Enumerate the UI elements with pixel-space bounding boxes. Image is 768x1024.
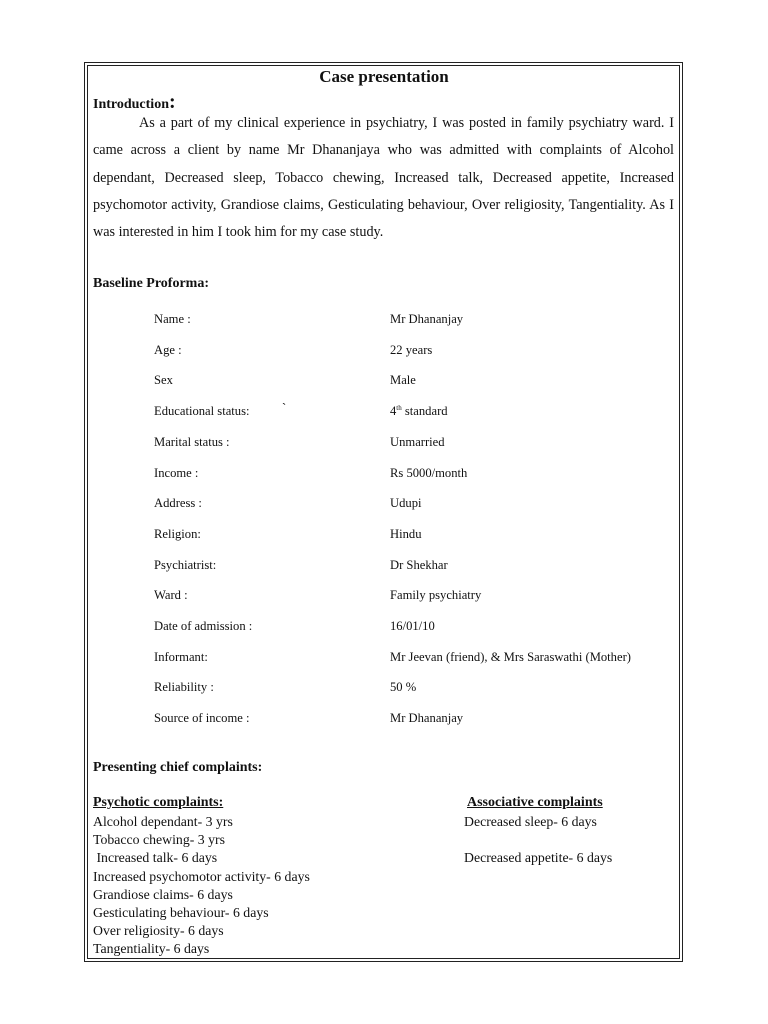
page-title: Case presentation: [319, 67, 449, 86]
proforma-label: Informant:: [154, 649, 208, 664]
proforma-label: Religion:: [154, 526, 201, 541]
proforma-label: Date of admission :: [154, 619, 253, 633]
associative-complaints-heading: Associative complaints: [467, 795, 603, 810]
proforma-value: Dr Shekhar: [390, 557, 448, 572]
proforma-label: Name :: [154, 312, 191, 326]
proforma-label: Psychiatrist:: [154, 557, 217, 572]
psychotic-complaint-item: Over religiosity- 6 days: [93, 923, 224, 939]
proforma-value: Udupi: [390, 496, 422, 511]
proforma-label: Sex: [154, 373, 173, 388]
proforma-value: Hindu: [390, 526, 422, 541]
proforma-row: [0, 496, 768, 516]
proforma-label: Age :: [154, 342, 182, 357]
proforma-value: Male: [390, 373, 416, 388]
proforma-label: Income :: [154, 465, 199, 480]
associative-complaint-item: Decreased appetite- 6 days: [464, 850, 613, 866]
proforma-label: Reliability :: [154, 680, 214, 695]
proforma-row: [0, 680, 768, 700]
proforma-row: [0, 435, 768, 455]
proforma-value: Rs 5000/month: [390, 465, 468, 480]
proforma-label: Ward :: [154, 588, 188, 603]
proforma-row: [0, 650, 768, 670]
proforma-value: Mr Dhananjay: [390, 711, 464, 726]
proforma-label: Source of income :: [154, 711, 250, 726]
proforma-value: 50 %: [390, 680, 417, 695]
proforma-row: [0, 527, 768, 547]
proforma-label: Address :: [154, 496, 202, 511]
proforma-value: 4th standard: [390, 404, 448, 419]
psychotic-complaint-item: Grandiose claims- 6 days: [93, 886, 233, 902]
introduction-paragraph: As a part of my clinical experience in psychiatry, I was posted in family psychiatry ward. I came across a client by name Mr Dhananjaya who was admitted with complaints of Alcohol dependant, Decreased sleep, Tobacco chewing, Increased talk, Decreased appetite, Increased psychomotor activity, Grandiose claims, Gesticulating behaviour, Over religiosity, Tangentiality. As I was interested in him I took him for my case study.: [93, 115, 674, 241]
psychotic-complaint-item: Tobacco chewing- 3 yrs: [93, 832, 225, 848]
proforma-label: Marital status :: [154, 434, 230, 449]
proforma-row: [0, 343, 768, 363]
proforma-row: [0, 619, 768, 639]
stray-mark: `: [282, 401, 287, 416]
proforma-row: [0, 558, 768, 578]
psychotic-complaint-item: Increased psychomotor activity- 6 days: [93, 868, 310, 884]
psychotic-complaint-item: Alcohol dependant- 3 yrs: [93, 814, 233, 829]
proforma-label: Educational status:: [154, 404, 250, 419]
proforma-value: 22 years: [390, 342, 433, 357]
proforma-value: Family psychiatry: [390, 588, 482, 603]
proforma-value: Unmarried: [390, 434, 445, 449]
psychotic-complaint-item: Gesticulating behaviour- 6 days: [93, 905, 269, 920]
proforma-row: [0, 373, 768, 393]
baseline-heading: Baseline Proforma:: [93, 276, 209, 291]
proforma-value: Mr Jeevan (friend), & Mrs Saraswathi (Mother): [390, 649, 631, 664]
proforma-row: [0, 466, 768, 486]
introduction-heading-colon: :: [168, 91, 176, 113]
proforma-value: 16/01/10: [390, 619, 435, 633]
psychotic-complaint-item: Tangentiality- 6 days: [93, 941, 210, 957]
proforma-row: [0, 401, 768, 424]
proforma-row: [0, 588, 768, 608]
associative-complaint-item: Decreased sleep- 6 days: [464, 814, 597, 829]
psychotic-complaints-heading: Psychotic complaints:: [93, 795, 224, 810]
proforma-row: [0, 312, 768, 332]
psychotic-complaint-item: Increased talk- 6 days: [93, 850, 218, 866]
proforma-value: Mr Dhananjay: [390, 312, 464, 326]
proforma-row: [0, 711, 768, 731]
complaints-heading: Presenting chief complaints:: [93, 760, 263, 775]
proforma-value-superscript: th: [396, 404, 402, 413]
introduction-heading-text: Introduction: [93, 97, 169, 112]
